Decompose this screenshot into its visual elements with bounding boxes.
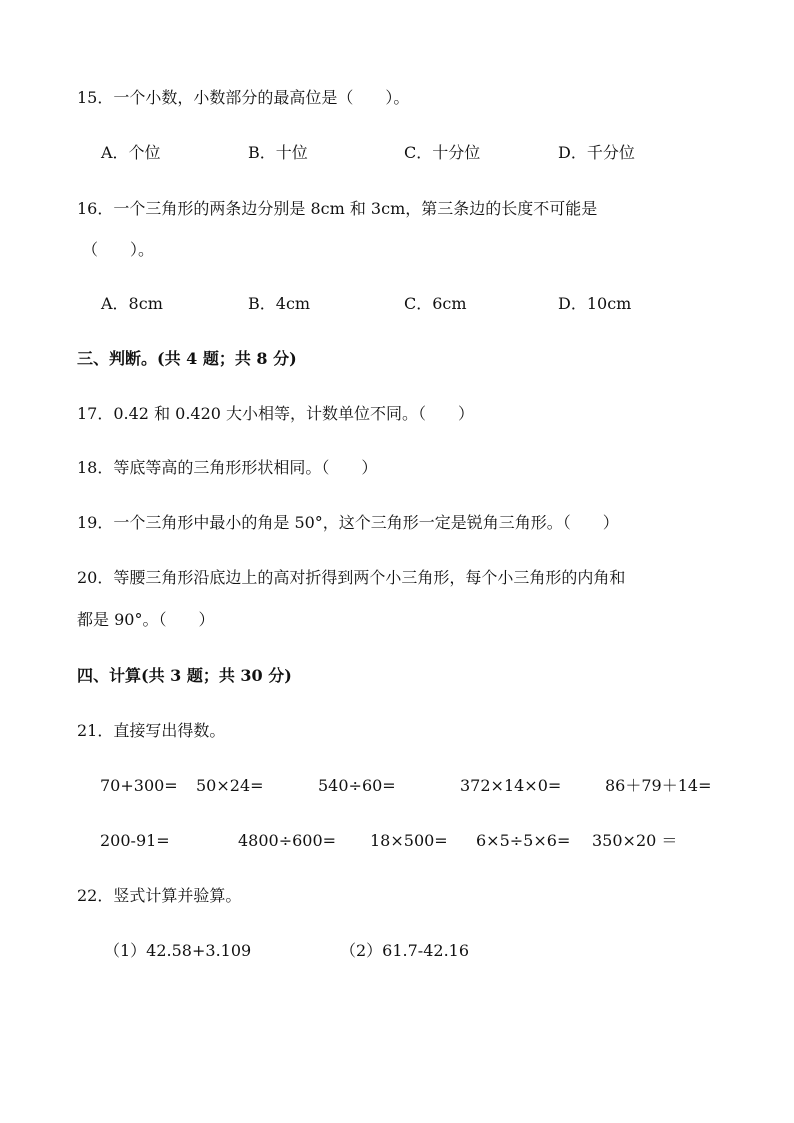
section-4-heading: 四、计算(共 3 题；共 30 分) xyxy=(77,666,292,685)
question-15-option-a: A．个位 xyxy=(101,143,161,162)
calc-item: 70+300= xyxy=(100,776,178,795)
calc-item: 4800÷600= xyxy=(238,831,337,850)
question-18: 18．等底等高的三角形形状相同。（ ） xyxy=(77,458,378,477)
question-19: 19．一个三角形中最小的角是 50°，这个三角形一定是锐角三角形。（ ） xyxy=(77,513,619,532)
question-17: 17．0.42 和 0.420 大小相等，计数单位不同。（ ） xyxy=(77,404,475,423)
question-22-stem: 22．竖式计算并验算。 xyxy=(77,886,242,905)
question-16-stem-line2: （ ）。 xyxy=(82,240,155,259)
question-16-option-b: B．4cm xyxy=(248,294,311,313)
question-16-option-d: D．10cm xyxy=(558,294,632,313)
calc-item: 372×14×0= xyxy=(460,776,562,795)
calc-item: 6×5÷5×6= xyxy=(476,831,571,850)
question-16-stem-line1: 16．一个三角形的两条边分别是 8cm 和 3cm，第三条边的长度不可能是 xyxy=(77,199,598,218)
question-15-option-b: B．十位 xyxy=(248,143,308,162)
calc-item: 50×24= xyxy=(196,776,264,795)
calc-item: 350×20 ＝ xyxy=(592,831,678,850)
vertical-calc-item-1: （1）42.58+3.109 xyxy=(104,941,252,960)
section-3-heading: 三、判断。(共 4 题；共 8 分) xyxy=(77,349,297,368)
question-16-option-c: C．6cm xyxy=(404,294,467,313)
question-20-line1: 20．等腰三角形沿底边上的高对折得到两个小三角形，每个小三角形的内角和 xyxy=(77,568,626,587)
calc-item: 86＋79＋14= xyxy=(605,776,712,795)
calc-item: 200-91= xyxy=(100,831,170,850)
calc-item: 18×500= xyxy=(370,831,448,850)
vertical-calc-item-2: （2）61.7-42.16 xyxy=(340,941,470,960)
question-21-stem: 21．直接写出得数。 xyxy=(77,721,226,740)
question-15-option-d: D．千分位 xyxy=(558,143,635,162)
question-16-option-a: A．8cm xyxy=(101,294,163,313)
question-15-option-c: C．十分位 xyxy=(404,143,481,162)
question-20-line2: 都是 90°。（ ） xyxy=(77,610,215,629)
question-15-stem: 15．一个小数，小数部分的最高位是（ ）。 xyxy=(77,88,410,107)
calc-item: 540÷60= xyxy=(318,776,396,795)
